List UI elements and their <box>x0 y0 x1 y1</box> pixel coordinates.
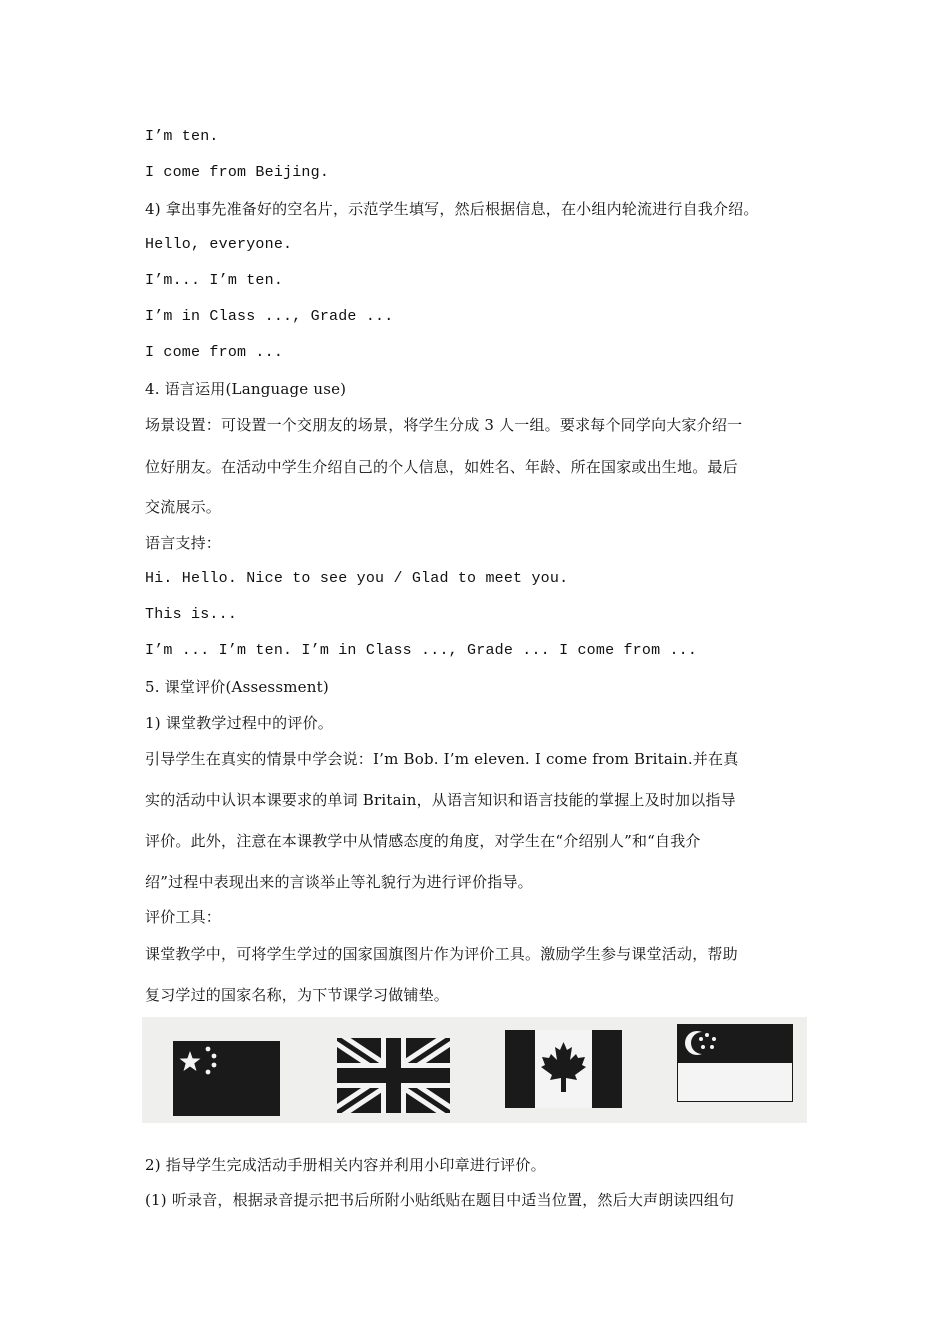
uk-flag-icon <box>337 1038 450 1113</box>
text-line: I’m... I’m ten. <box>145 272 284 289</box>
text-line: I come from Beijing. <box>145 164 330 181</box>
text-line: I’m in Class ..., Grade ... <box>145 308 394 325</box>
china-flag-icon <box>173 1041 280 1116</box>
text-line: 引导学生在真实的情景中学会说：I’m Bob. I’m eleven. I come from Britain.并在真 <box>145 750 739 768</box>
canada-flag-icon <box>505 1030 622 1108</box>
text-line: 语言支持： <box>145 534 222 552</box>
singapore-flag-icon <box>677 1024 793 1102</box>
text-line: Hi. Hello. Nice to see you / Glad to meet you. <box>145 570 569 587</box>
flags-image <box>142 1017 807 1123</box>
text-line: (1) 听录音，根据录音提示把书后所附小贴纸贴在题目中适当位置，然后大声朗读四组句 <box>145 1191 735 1209</box>
text-line: 2) 指导学生完成活动手册相关内容并利用小印章进行评价。 <box>145 1156 546 1174</box>
section-heading: 5. 课堂评价(Assessment) <box>145 678 329 696</box>
section-heading: 4. 语言运用(Language use) <box>145 380 347 398</box>
text-line: 课堂教学中，可将学生学过的国家国旗图片作为评价工具。激励学生参与课堂活动，帮助 <box>145 945 738 963</box>
text-line: 评价。此外，注意在本课教学中从情感态度的角度，对学生在“介绍别人”和“自我介 <box>145 832 701 850</box>
text-line: I’m ... I’m ten. I’m in Class ..., Grade ... I come from ... <box>145 642 698 659</box>
text-line: 评价工具： <box>145 908 222 926</box>
text-line: 场景设置：可设置一个交朋友的场景，将学生分成 3 人一组。要求每个同学向大家介绍一 <box>145 416 743 434</box>
text-line: Hello, everyone. <box>145 236 293 253</box>
text-line: 4) 拿出事先准备好的空名片，示范学生填写，然后根据信息，在小组内轮流进行自我介绍。 <box>145 200 759 218</box>
text-line: 1) 课堂教学过程中的评价。 <box>145 714 333 732</box>
text-line: 交流展示。 <box>145 498 222 516</box>
text-line: 绍”过程中表现出来的言谈举止等礼貌行为进行评价指导。 <box>145 873 533 891</box>
text-line: I come from ... <box>145 344 284 361</box>
text-line: 实的活动中认识本课要求的单词 Britain，从语言知识和语言技能的掌握上及时加以指导 <box>145 791 736 809</box>
text-line: 复习学过的国家名称，为下节课学习做铺垫。 <box>145 986 450 1004</box>
text-line: This is... <box>145 606 238 623</box>
text-line: I’m ten. <box>145 128 219 145</box>
text-line: 位好朋友。在活动中学生介绍自己的个人信息，如姓名、年龄、所在国家或出生地。最后 <box>145 458 738 476</box>
